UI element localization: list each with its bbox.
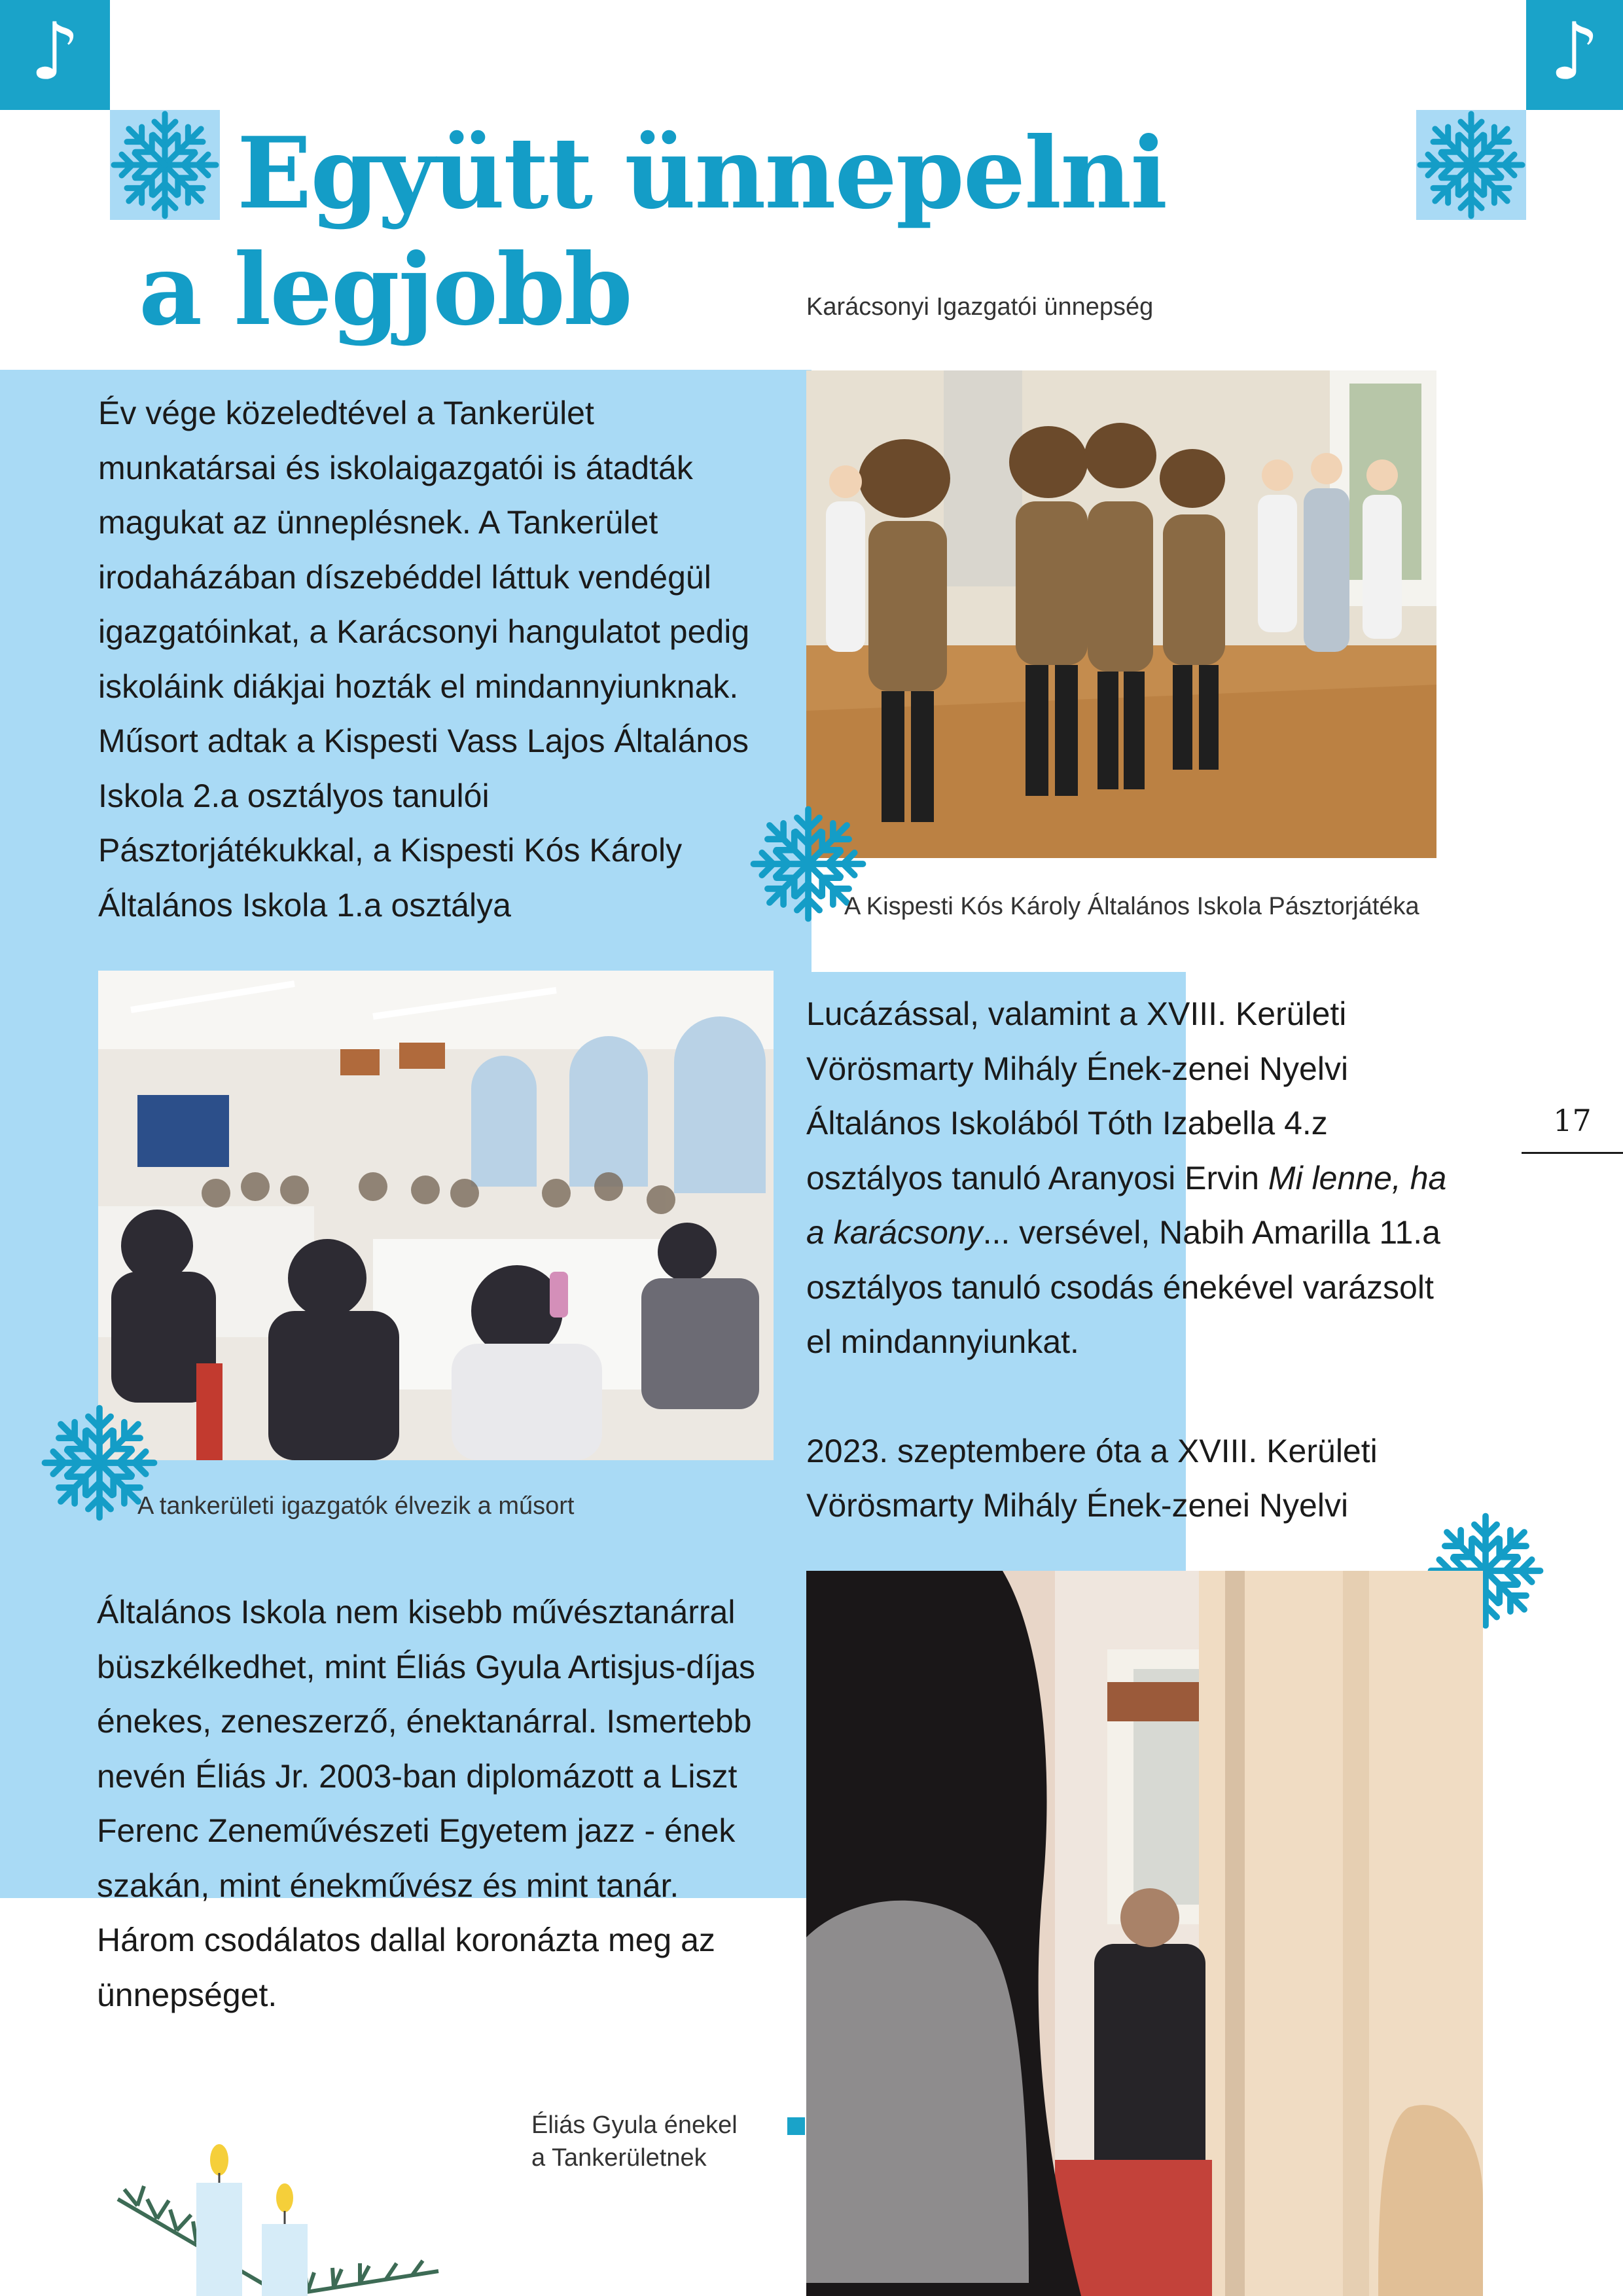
event-caption: Karácsonyi Igazgatói ünnepség bbox=[806, 293, 1154, 321]
article-text: Év vége közeledtével a Tankerület munkatársai és iskolaigazgatói is átadták magukat az ünneplésnek. A Tankerület irodaházában díszebéddel láttuk vendégül igazgatóinkat, a Karácsonyi hangulatot pedig iskoláink diákjai hozták el mindannyiunknak. Műsort adtak a Kispesti Vass Lajos Általános Iskola 2.a osztályos tanulói Pásztorjátékukkal, a Kispesti Kós Károly Általános Iskola 1.a osztálya bbox=[98, 395, 750, 924]
photo-singer bbox=[806, 1571, 1483, 2296]
music-note-icon: ♪ bbox=[29, 7, 80, 98]
snowflake-icon bbox=[110, 110, 220, 220]
article-text-start: Lucázással, valamint a XVIII. Kerületi Vörösmarty Mihály Ének-zenei Nyelvi Általános Iskolából Tóth Izabella 4.z osztályos tanuló Aranyosi Ervin bbox=[806, 996, 1349, 1196]
flame-icon bbox=[210, 2144, 228, 2176]
candle-icon bbox=[262, 2224, 308, 2296]
photo-singer-caption-line2: a Tankerületnek bbox=[531, 2144, 707, 2172]
flame-icon bbox=[276, 2183, 293, 2212]
article-text: Általános Iskola nem kisebb művésztanárral büszkélkedhet, mint Éliás Gyula Artisjus-díjas énekes, zeneszerző, énektanárral. Ismertebb nevén Éliás Jr. 2003-ban diplomázott a Liszt Ferenc Zeneművészeti Egyetem jazz - ének szakán, mint énekművész és mint tanár. Három csodálatos dallal koronázta meg az ünnepséget. bbox=[97, 1594, 755, 2013]
page-number: 17 bbox=[1553, 1103, 1592, 1138]
article-column1-paragraph1 bbox=[98, 386, 759, 933]
article-text-end: ... versével, Nabih Amarilla 11.a osztályos tanuló csodás énekével varázsolt el mindannyiunkat. bbox=[806, 1214, 1440, 1360]
photo-directors-audience-image bbox=[98, 971, 774, 1460]
article-text bbox=[806, 987, 1467, 1370]
page-number-rule bbox=[1522, 1152, 1623, 1154]
title-snowflake-box-left bbox=[110, 110, 220, 220]
photo-nativity-play-caption: A Kispesti Kós Károly Általános Iskola Pásztorjátéka bbox=[844, 893, 1419, 920]
page-title-line1: Együtt ünnepelni bbox=[237, 116, 1167, 231]
article-column2 bbox=[806, 987, 1467, 1534]
snowflake-icon bbox=[1416, 110, 1526, 220]
candle-icon bbox=[196, 2183, 242, 2296]
photo-nativity-play bbox=[806, 370, 1436, 858]
corner-tab-left bbox=[0, 0, 110, 110]
photo-directors-audience bbox=[98, 971, 774, 1460]
article-column1-paragraph2 bbox=[97, 1585, 777, 2022]
poem-title: Mi lenne, ha a karácsony bbox=[806, 1159, 1447, 1251]
photo-singer-caption-line1: Éliás Gyula énekel bbox=[531, 2111, 738, 2139]
photo-directors-audience-caption: A tankerületi igazgatók élvezik a műsort bbox=[137, 1492, 575, 1520]
caption-marker bbox=[787, 2117, 805, 2135]
music-note-icon: ♪ bbox=[1549, 7, 1600, 98]
candle-decoration bbox=[111, 2121, 452, 2296]
page-title-line2: a legjobb bbox=[139, 232, 632, 348]
title-snowflake-box-right bbox=[1416, 110, 1526, 220]
corner-tab-right bbox=[1526, 0, 1623, 110]
photo-nativity-play-image bbox=[806, 370, 1436, 858]
article-text: 2023. szeptembere óta a XVIII. Kerületi Vörösmarty Mihály Ének-zenei Nyelvi bbox=[806, 1432, 1378, 1524]
photo-singer-image bbox=[806, 1571, 1483, 2296]
